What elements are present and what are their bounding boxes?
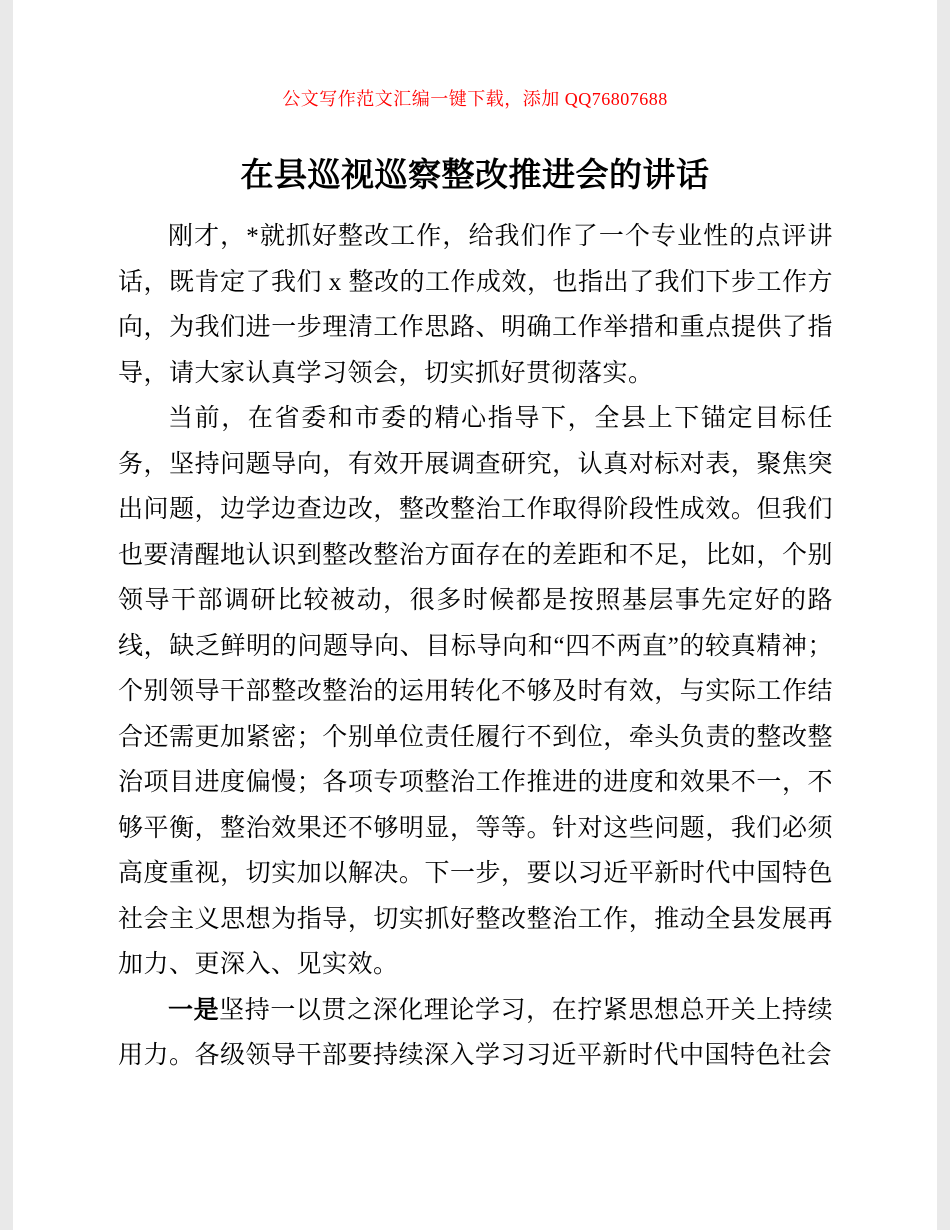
document-title: 在县巡视巡察整改推进会的讲话 <box>240 158 710 194</box>
paragraph-3 <box>118 988 833 1079</box>
paragraph-2: 当前，在省委和市委的精心指导下，全县上下锚定目标任务，坚持问题导向，有效开展调查研究，认真对标对表，聚焦突出问题，边学边查边改，整改整治工作取得阶段性成效。但我们也要清醒地认识到整改整治方面存在的差距和不足，比如，个别领导干部调研比较被动，很多时候都是按照基层事先定好的路线，缺乏鲜明的问题导向、目标导向和“四不两直”的较真精神；个别领导干部整改整治的运用转化不够及时有效，与实际工作结合还需更加紧密；个别单位责任履行不到位，牵头负责的整改整治项目进度偏慢；各项专项整治工作推进的进度和效果不一，不够平衡，整治效果还不够明显，等等。针对这些问题，我们必须高度重视，切实加以解决。下一步，要以习近平新时代中国特色社会主义思想为指导，切实抓好整改整治工作，推动全县发展再加力、更深入、见实效。 <box>118 405 833 978</box>
document-page <box>13 0 937 1230</box>
document-body <box>13 214 937 1079</box>
paragraph-3-lead: 一是 <box>168 996 220 1024</box>
download-notice: 公文写作范文汇编一键下载，添加 QQ76807688 <box>282 89 668 109</box>
paragraph-3-text: 坚持一以贯之深化理论学习，在拧紧思想总开关上持续用力。各级领导干部要持续深入学习习近平新时代中国特色社会 <box>118 996 833 1069</box>
paragraph-1: 刚才，*就抓好整改工作，给我们作了一个专业性的点评讲话，既肯定了我们 x 整改的工作成效，也指出了我们下步工作方向，为我们进一步理清工作思路、明确工作举措和重点提供了指导，请大家认真学习领会，切实抓好贯彻落实。 <box>118 223 834 387</box>
